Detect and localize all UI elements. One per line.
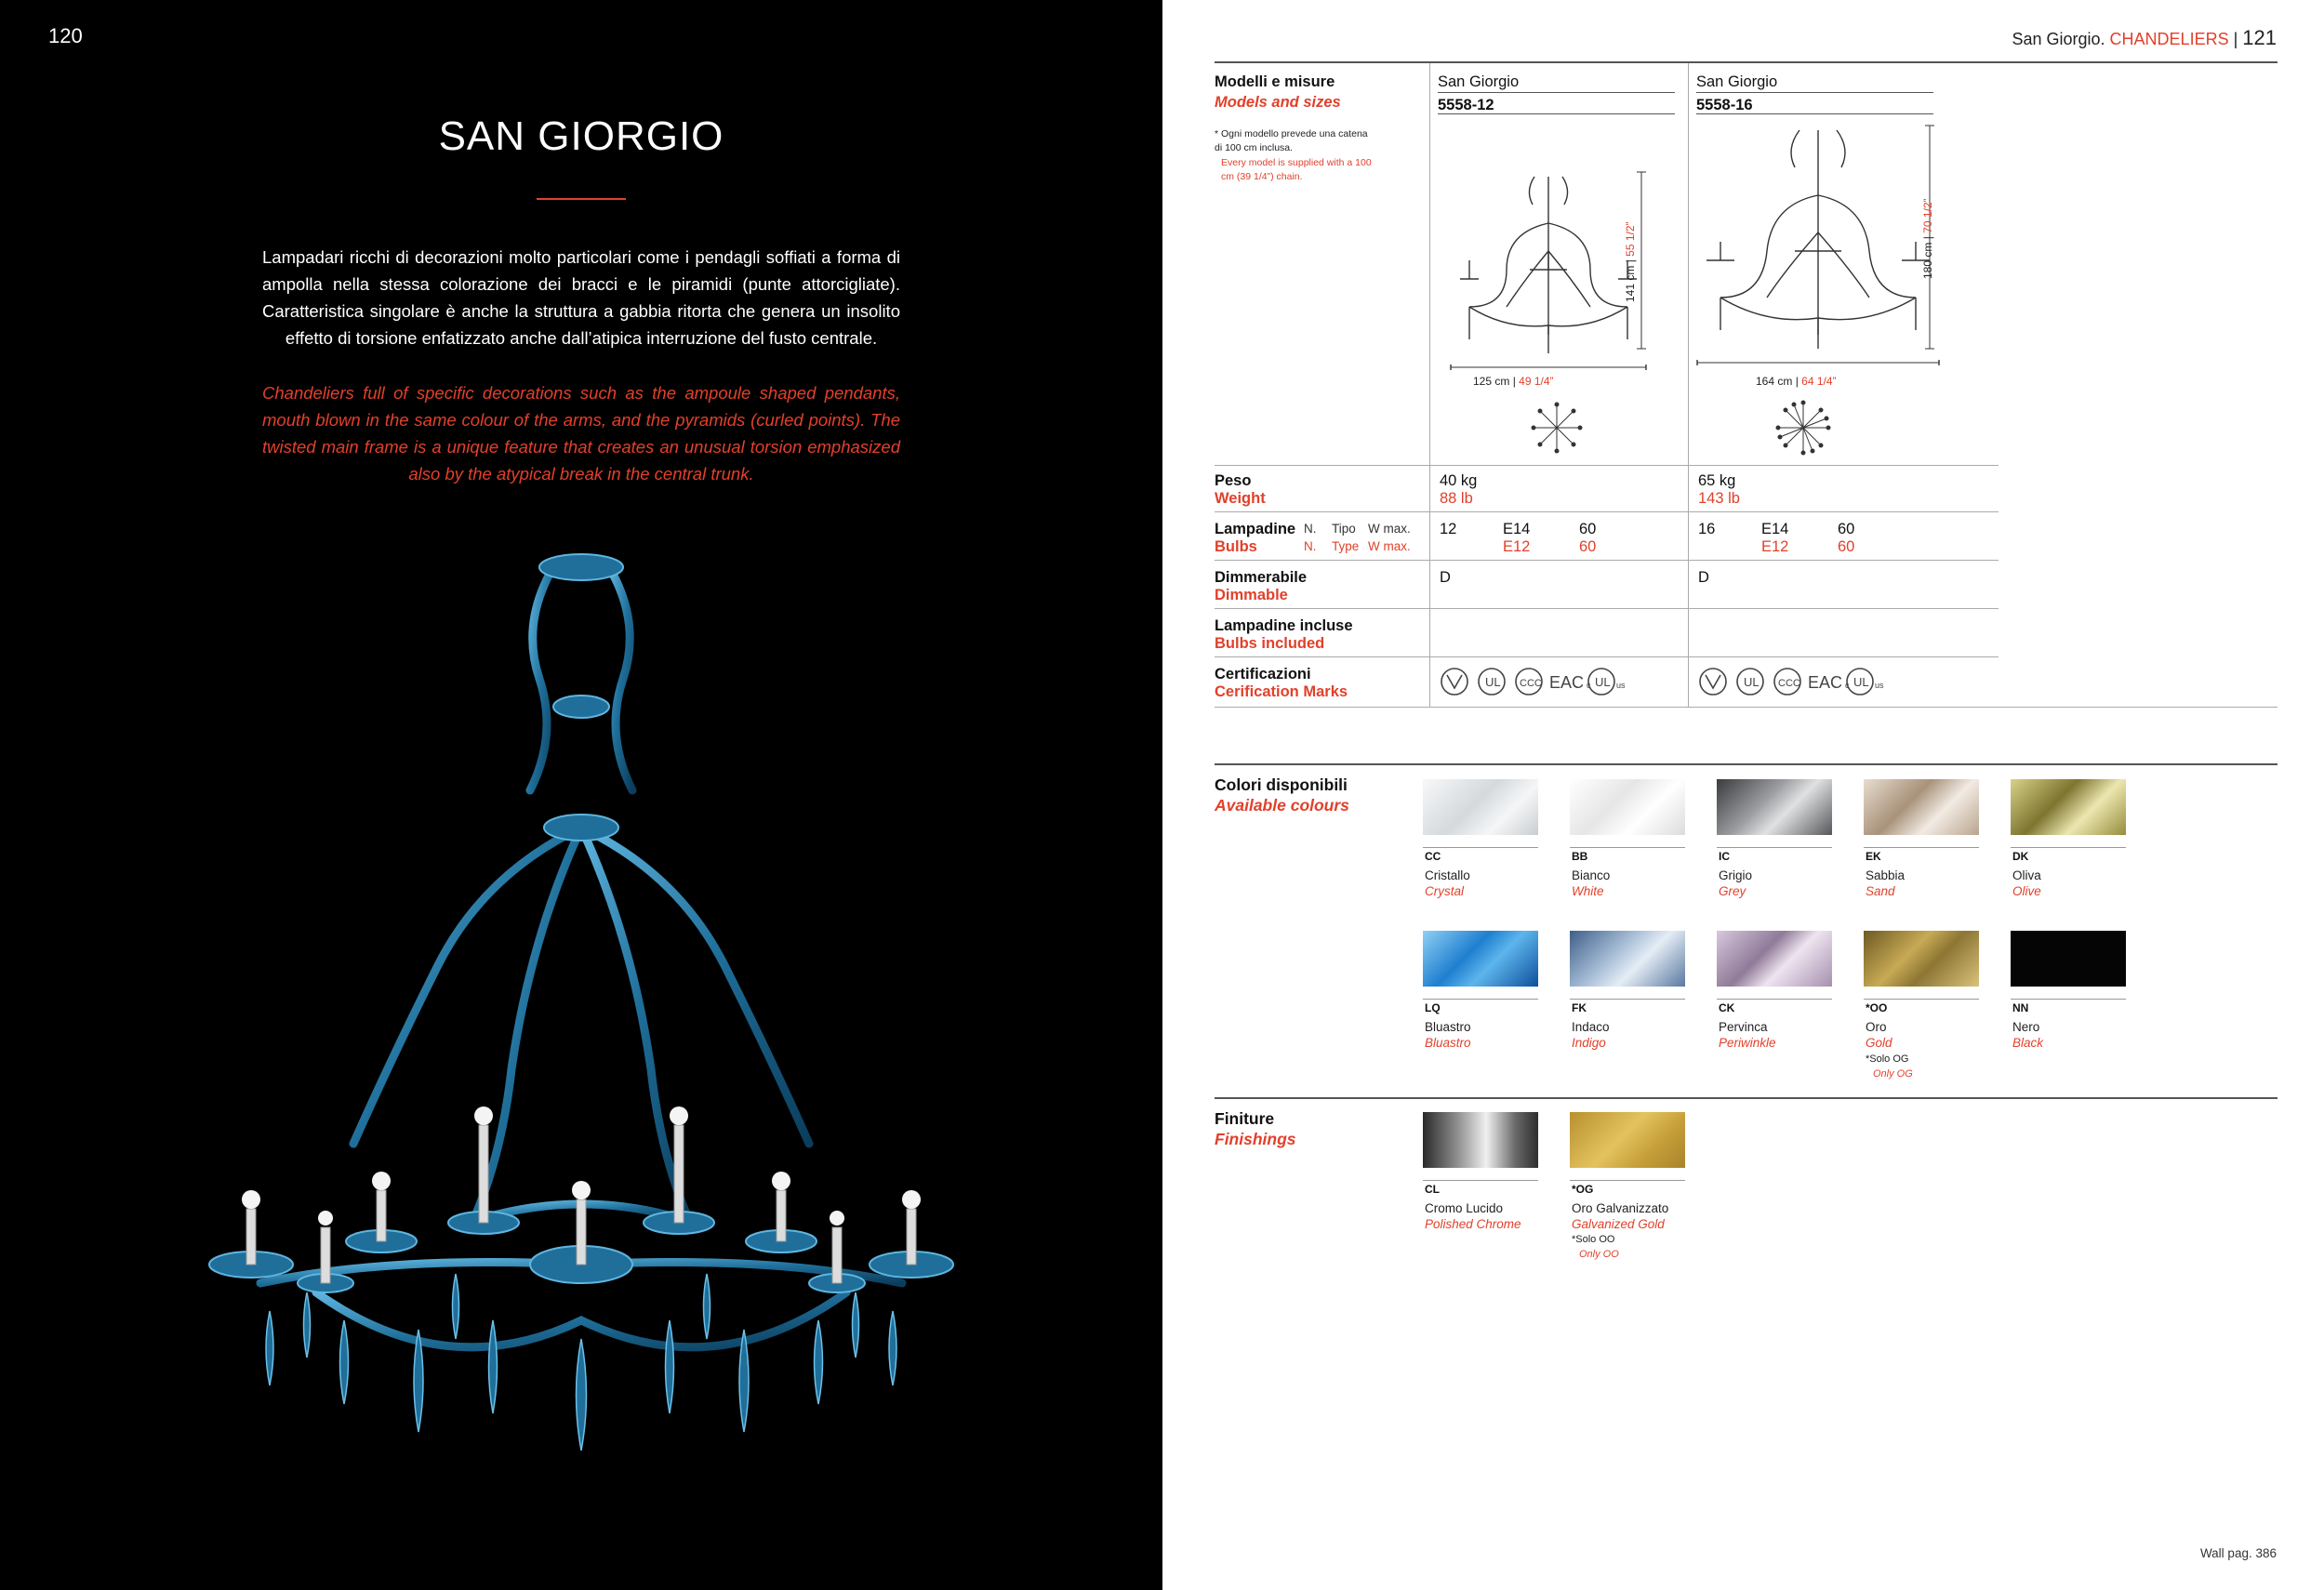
model-code-1: 5558-12 — [1438, 97, 1494, 113]
page-number-right: 121 — [2242, 26, 2277, 49]
row-rule-dimmable — [1215, 560, 1999, 561]
bulbs-type-label: Tipo — [1332, 522, 1356, 536]
colour-name-dk: Oliva — [2012, 868, 2041, 882]
swatch-cl — [1423, 1112, 1538, 1168]
colours-top-rule — [1215, 763, 2278, 765]
bulbs-w-1-en: 60 — [1579, 538, 1597, 555]
weight-lb-2: 143 lb — [1698, 490, 1740, 507]
table-bottom-rule — [1215, 707, 2278, 708]
models-label: Modelli e misure — [1215, 73, 1335, 90]
bulbs-n-label: N. — [1304, 522, 1317, 536]
model-code-2: 5558-16 — [1696, 97, 1753, 113]
colour-name-ic: Grigio — [1719, 868, 1753, 882]
swatch-cc — [1423, 779, 1538, 835]
svg-text:c: c — [1845, 681, 1850, 690]
height-dim-1: 141 cm | 55 1/2” — [1624, 221, 1637, 302]
finishings-label: Finiture — [1215, 1109, 1275, 1128]
swatch-rule-fk — [1570, 999, 1685, 1000]
finish-name-og-en: Galvanized Gold — [1572, 1217, 1665, 1231]
colour-code-nn: NN — [2012, 1001, 2029, 1014]
bulbs-n-label-en: N. — [1304, 539, 1317, 553]
colours-label-en: Available colours — [1215, 796, 1349, 815]
bulbs-w-2-en: 60 — [1838, 538, 1855, 555]
bulbs-label-en: Bulbs — [1215, 538, 1257, 555]
dimmable-label-en: Dimmable — [1215, 587, 1288, 603]
width-dim-1: 125 cm | 49 1/4” — [1473, 375, 1554, 388]
swatch-rule-cl — [1423, 1180, 1538, 1181]
model-rule-1a — [1438, 92, 1675, 93]
svg-text:UL: UL — [1853, 675, 1869, 689]
svg-text:EAC: EAC — [1808, 673, 1843, 692]
finish-code-og: *OG — [1572, 1183, 1594, 1196]
finish-name-og: Oro Galvanizzato — [1572, 1201, 1669, 1215]
colour-name-ek-en: Sand — [1866, 884, 1895, 898]
right-page — [1162, 0, 2324, 1590]
cert-label: Certificazioni — [1215, 666, 1311, 682]
swatch-fk — [1570, 931, 1685, 987]
swatch-rule-oo — [1864, 999, 1979, 1000]
finish-name-cl: Cromo Lucido — [1425, 1201, 1504, 1215]
included-label: Lampadine incluse — [1215, 617, 1353, 634]
colour-code-ic: IC — [1719, 850, 1730, 863]
height-line-1 — [1637, 167, 1655, 353]
swatch-rule-dk — [2011, 847, 2126, 848]
colour-name-bb-en: White — [1572, 884, 1604, 898]
swatch-rule-cc — [1423, 847, 1538, 848]
swatch-lq — [1423, 931, 1538, 987]
weight-kg-1: 40 kg — [1440, 472, 1478, 489]
swatch-rule-ek — [1864, 847, 1979, 848]
bulbs-w-label: W max. — [1368, 522, 1411, 536]
description-italian: Lampadari ricchi di decorazioni molto particolari come i pendagli soffiati a forma di ampolla nella stessa colorazione dei bracci e le piramidi (punte attorcigliate). Caratteristica singolare è anche la struttura a gabbia ritorta che genera un insolito effetto di torsione enfatizzato anche dall’atipica interruzione del fusto centrale. — [262, 247, 900, 348]
swatch-ck — [1717, 931, 1832, 987]
colour-name-ck-en: Periwinkle — [1719, 1036, 1776, 1050]
title-underline — [537, 198, 626, 200]
page-title: SAN GIORGIO — [438, 113, 724, 159]
finish-code-cl: CL — [1425, 1183, 1440, 1196]
chandelier-photo — [205, 549, 958, 1460]
row-rule-weight — [1215, 465, 1999, 466]
colour-name-oo: Oro — [1866, 1020, 1887, 1034]
svg-text:EAC: EAC — [1549, 673, 1585, 692]
page-number-left: 120 — [48, 24, 83, 47]
top-view-1 — [1529, 400, 1585, 456]
swatch-rule-lq — [1423, 999, 1538, 1000]
colour-note-oo-en: Only OG — [1873, 1068, 1913, 1080]
bulbs-w-label-en: W max. — [1368, 539, 1411, 553]
row-rule-cert — [1215, 656, 1999, 657]
swatch-rule-ck — [1717, 999, 1832, 1000]
colour-name-nn-en: Black — [2012, 1036, 2044, 1050]
certification-marks-icon-2 — [1696, 666, 1919, 697]
weight-kg-2: 65 kg — [1698, 472, 1736, 489]
chain-note-en: Every model is supplied with a 100 cm (39 1/4”) chain. — [1221, 157, 1372, 182]
column-divider-1 — [1429, 63, 1430, 707]
swatch-dk — [2011, 779, 2126, 835]
weight-lb-1: 88 lb — [1440, 490, 1473, 507]
svg-text:UL: UL — [1744, 675, 1760, 689]
finish-note-og-en: Only OO — [1579, 1249, 1619, 1260]
bulbs-type-2-en: E12 — [1761, 538, 1789, 555]
model-drawing-2 — [1683, 121, 1953, 372]
page-header: San Giorgio. CHANDELIERS | 121 — [2012, 26, 2277, 49]
chain-note: * Ogni modello prevede una catena di 100 cm inclusa. — [1215, 128, 1368, 153]
model-name-1: San Giorgio — [1438, 73, 1520, 90]
bulbs-n-1: 12 — [1440, 521, 1457, 537]
svg-text:UL: UL — [1485, 675, 1501, 689]
colour-name-fk: Indaco — [1572, 1020, 1610, 1034]
svg-text:c: c — [1587, 681, 1591, 690]
colour-code-ek: EK — [1866, 850, 1881, 863]
dimmable-2: D — [1698, 569, 1709, 586]
swatch-oo — [1864, 931, 1979, 987]
table-top-rule — [1215, 61, 2278, 63]
svg-text:us: us — [1616, 681, 1626, 690]
colour-code-fk: FK — [1572, 1001, 1587, 1014]
bulbs-type-1-en: E12 — [1503, 538, 1531, 555]
colour-name-nn: Nero — [2012, 1020, 2040, 1034]
swatch-rule-og — [1570, 1180, 1685, 1181]
swatch-bb — [1570, 779, 1685, 835]
swatch-ek — [1864, 779, 1979, 835]
bulbs-type-1: E14 — [1503, 521, 1531, 537]
colour-name-ic-en: Grey — [1719, 884, 1746, 898]
certification-marks-icon-1 — [1438, 666, 1661, 697]
finish-name-cl-en: Polished Chrome — [1425, 1217, 1521, 1231]
width-dim-2: 164 cm | 64 1/4” — [1756, 375, 1837, 388]
model-rule-1b — [1438, 113, 1675, 114]
header-section: CHANDELIERS — [2109, 30, 2229, 48]
included-label-en: Bulbs included — [1215, 635, 1325, 652]
height-dim-2: 180 cm | 70 1/2” — [1921, 198, 1934, 279]
colour-name-lq-en: Bluastro — [1425, 1036, 1471, 1050]
bulbs-type-label-en: Type — [1332, 539, 1360, 553]
row-rule-included — [1215, 608, 1999, 609]
models-label-en: Models and sizes — [1215, 94, 1341, 111]
description-english: Chandeliers full of specific decorations such as the ampoule shaped pendants, mouth blown in the same colour of the arms, and the pyramids (curled points). The twisted main frame is a unique feature that creates an unusual torsion emphasized also by the atypical break in the central trunk. — [262, 383, 900, 484]
svg-text:CCC: CCC — [1778, 678, 1800, 689]
colour-name-lq: Bluastro — [1425, 1020, 1471, 1034]
colour-name-ek: Sabbia — [1866, 868, 1906, 882]
bulbs-n-2: 16 — [1698, 521, 1716, 537]
bulbs-label: Lampadine — [1215, 521, 1296, 537]
top-view-2 — [1773, 398, 1833, 457]
bulbs-w-1: 60 — [1579, 521, 1597, 537]
dimmable-1: D — [1440, 569, 1451, 586]
colour-name-cc: Cristallo — [1425, 868, 1470, 882]
colour-note-oo: *Solo OG — [1866, 1053, 1909, 1065]
model-name-2: San Giorgio — [1696, 73, 1778, 90]
footer-reference: Wall pag. 386 — [2199, 1546, 2277, 1560]
cert-label-en: Cerification Marks — [1215, 683, 1348, 700]
finishings-label-en: Finishings — [1215, 1130, 1296, 1148]
colour-code-bb: BB — [1572, 850, 1588, 863]
colour-code-oo: *OO — [1866, 1001, 1888, 1014]
model-rule-2b — [1696, 113, 1933, 114]
finish-note-og: *Solo OO — [1572, 1234, 1615, 1245]
weight-label-en: Weight — [1215, 490, 1266, 507]
svg-text:UL: UL — [1595, 675, 1611, 689]
colour-code-cc: CC — [1425, 850, 1441, 863]
svg-text:CCC: CCC — [1520, 678, 1542, 689]
model-rule-2a — [1696, 92, 1933, 93]
header-prefix: San Giorgio. — [2012, 30, 2105, 48]
colour-name-ck: Pervinca — [1719, 1020, 1768, 1034]
bulbs-w-2: 60 — [1838, 521, 1855, 537]
bulbs-type-2: E14 — [1761, 521, 1789, 537]
colour-name-dk-en: Olive — [2012, 884, 2041, 898]
swatch-rule-ic — [1717, 847, 1832, 848]
swatch-rule-bb — [1570, 847, 1685, 848]
swatch-ic — [1717, 779, 1832, 835]
row-rule-bulbs — [1215, 511, 1999, 512]
finishings-top-rule — [1215, 1097, 2278, 1099]
colour-code-ck: CK — [1719, 1001, 1735, 1014]
swatch-rule-nn — [2011, 999, 2126, 1000]
svg-text:us: us — [1875, 681, 1884, 690]
swatch-nn — [2011, 931, 2126, 987]
weight-label: Peso — [1215, 472, 1252, 489]
colour-code-dk: DK — [2012, 850, 2029, 863]
colour-name-oo-en: Gold — [1866, 1036, 1892, 1050]
colours-label: Colori disponibili — [1215, 775, 1348, 794]
colour-name-fk-en: Indigo — [1572, 1036, 1606, 1050]
colour-name-cc-en: Crystal — [1425, 884, 1465, 898]
dimmable-label: Dimmerabile — [1215, 569, 1308, 586]
colour-name-bb: Bianco — [1572, 868, 1611, 882]
swatch-og — [1570, 1112, 1685, 1168]
colour-code-lq: LQ — [1425, 1001, 1441, 1014]
